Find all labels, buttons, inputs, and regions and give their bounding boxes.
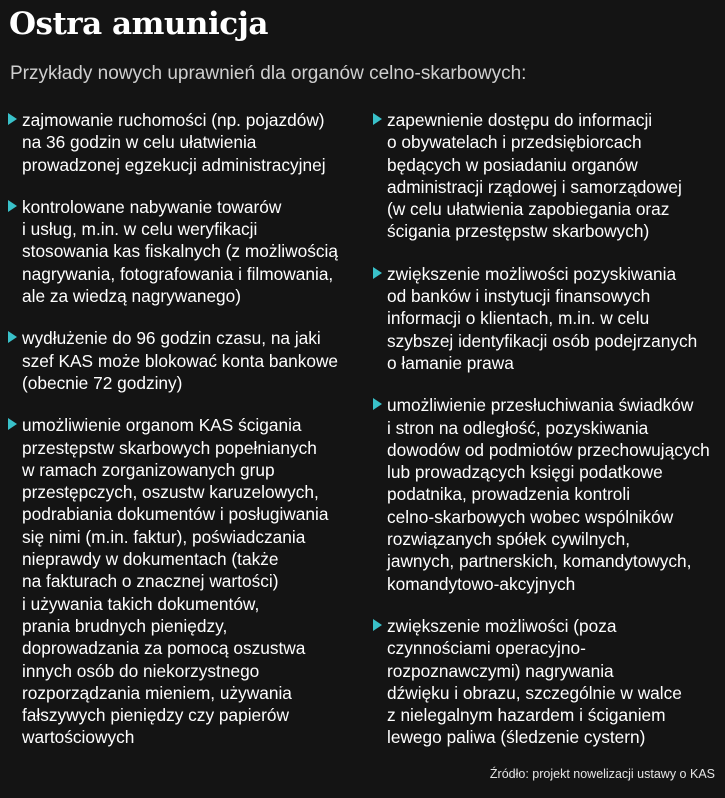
right-column bbox=[373, 109, 723, 749]
text-line: kontrolowane nabywanie towarów bbox=[22, 196, 282, 217]
text-line: prowadzonej egzekucji administracyjnej bbox=[22, 154, 326, 175]
list-item-text bbox=[22, 414, 358, 748]
subtitle: Przykłady nowych uprawnień dla organów celno-skarbowych: bbox=[10, 63, 527, 84]
text-line: i usług, m.in. w celu weryfikacji bbox=[22, 219, 258, 240]
triangle-right-icon bbox=[8, 331, 17, 343]
triangle-right-icon bbox=[373, 398, 382, 410]
list-item bbox=[8, 109, 358, 176]
text-line: umożliwienie organom KAS ścigania bbox=[22, 415, 302, 436]
list-item bbox=[8, 196, 358, 307]
text-line: rozpoznawczymi) nagrywania bbox=[387, 660, 614, 681]
list-item bbox=[373, 263, 723, 374]
text-line: innych osób do niekorzystnego bbox=[22, 660, 260, 681]
triangle-right-icon bbox=[373, 619, 382, 631]
triangle-right-icon bbox=[373, 267, 382, 279]
text-line: zajmowanie ruchomości (np. pojazdów) bbox=[22, 110, 325, 130]
text-line: przestępczych, oszustw karuzelowych, bbox=[22, 482, 319, 503]
page-title: Ostra amunicja bbox=[9, 6, 268, 42]
text-line: dowodów od podmiotów przechowujących bbox=[387, 439, 710, 460]
triangle-right-icon bbox=[8, 113, 17, 125]
text-line: szybszej identyfikacji osób podejrzanych bbox=[387, 330, 698, 351]
text-line: podatnika, prowadzenia kontroli bbox=[387, 484, 631, 505]
text-line: rozporządzania mieniem, używania bbox=[22, 682, 292, 703]
triangle-right-icon bbox=[8, 418, 17, 430]
left-column bbox=[8, 109, 358, 749]
text-line: podrabiania dokumentów i posługiwania bbox=[22, 504, 329, 525]
text-line: od banków i instytucji finansowych bbox=[387, 286, 651, 307]
text-line: nieprawdy w dokumentach (także bbox=[22, 549, 279, 570]
list-item-text bbox=[387, 615, 723, 749]
source-note: Źródło: projekt nowelizacji ustawy o KAS bbox=[489, 767, 715, 781]
text-line: administracji rządowej i samorządowej bbox=[387, 176, 682, 197]
text-line: informacji o klientach, m.in. w celu bbox=[387, 308, 650, 329]
list-item bbox=[373, 394, 723, 595]
text-line: celno-skarbowych wobec wspólników bbox=[387, 506, 674, 527]
text-line: w ramach zorganizowanych grup bbox=[22, 459, 275, 480]
list-item-text bbox=[22, 109, 358, 176]
text-line: umożliwienie przesłuchiwania świadków bbox=[387, 395, 694, 416]
list-item-text bbox=[22, 327, 358, 394]
text-line: rozwiązanych spółek cywilnych, bbox=[387, 529, 630, 550]
triangle-right-icon bbox=[8, 200, 17, 212]
text-line: prania brudnych pieniędzy, bbox=[22, 615, 228, 636]
text-line: o łamanie prawa bbox=[387, 352, 514, 373]
list-item bbox=[8, 414, 358, 748]
text-line: na 36 godzin w celu ułatwienia bbox=[22, 132, 257, 153]
text-line: lub prowadzących księgi podatkowe bbox=[387, 462, 663, 483]
text-line: z nielegalnym hazardem i ściganiem bbox=[387, 705, 666, 726]
text-line: stosowania kas fiskalnych (z możliwością bbox=[22, 241, 338, 262]
text-line: zapewnienie dostępu do informacji bbox=[387, 110, 653, 130]
text-line: jawnych, partnerskich, komandytowych, bbox=[387, 551, 692, 572]
list-item-text bbox=[387, 394, 723, 595]
text-line: nagrywania, fotografowania i filmowania, bbox=[22, 263, 334, 284]
text-line: zwiększenie możliwości pozyskiwania bbox=[387, 263, 677, 284]
text-line: ścigania przestępstw skarbowych) bbox=[387, 221, 650, 242]
text-line: doprowadzania za pomocą oszustwa bbox=[22, 638, 306, 659]
text-line: szef KAS może blokować konta bankowe bbox=[22, 350, 339, 371]
list-item bbox=[8, 327, 358, 394]
list-item-text bbox=[387, 109, 723, 243]
text-line: (obecnie 72 godziny) bbox=[22, 372, 183, 393]
text-line: wydłużenie do 96 godzin czasu, na jaki bbox=[22, 328, 321, 349]
text-line: fałszywych pieniędzy czy papierów bbox=[22, 705, 290, 726]
text-line: przestępstw skarbowych popełnianych bbox=[22, 437, 317, 458]
text-line: komandytowo-akcyjnych bbox=[387, 573, 576, 594]
text-line: lewego paliwa (śledzenie cystern) bbox=[387, 727, 646, 748]
text-line: zwiększenie możliwości (poza bbox=[387, 615, 617, 636]
text-line: i stron na odległość, pozyskiwania bbox=[387, 417, 649, 438]
text-line: czynnościami operacyjno- bbox=[387, 638, 586, 659]
text-line: i używania takich dokumentów, bbox=[22, 593, 260, 614]
text-line: o obywatelach i przedsiębiorcach bbox=[387, 132, 642, 153]
text-line: na fakturach o znacznej wartości) bbox=[22, 571, 279, 592]
text-line: dźwięku i obrazu, szczególnie w walce bbox=[387, 682, 682, 703]
text-line: ale za wiedzą nagrywanego) bbox=[22, 286, 242, 307]
list-item-text bbox=[387, 263, 723, 374]
triangle-right-icon bbox=[373, 113, 382, 125]
text-line: będących w posiadaniu organów bbox=[387, 154, 638, 175]
text-line: (w celu ułatwienia zapobiegania oraz bbox=[387, 199, 670, 220]
list-item-text bbox=[22, 196, 358, 307]
text-line: się nimi (m.in. faktur), poświadczania bbox=[22, 526, 306, 547]
text-line: wartościowych bbox=[22, 727, 135, 748]
list-item bbox=[373, 109, 723, 243]
list-item bbox=[373, 615, 723, 749]
